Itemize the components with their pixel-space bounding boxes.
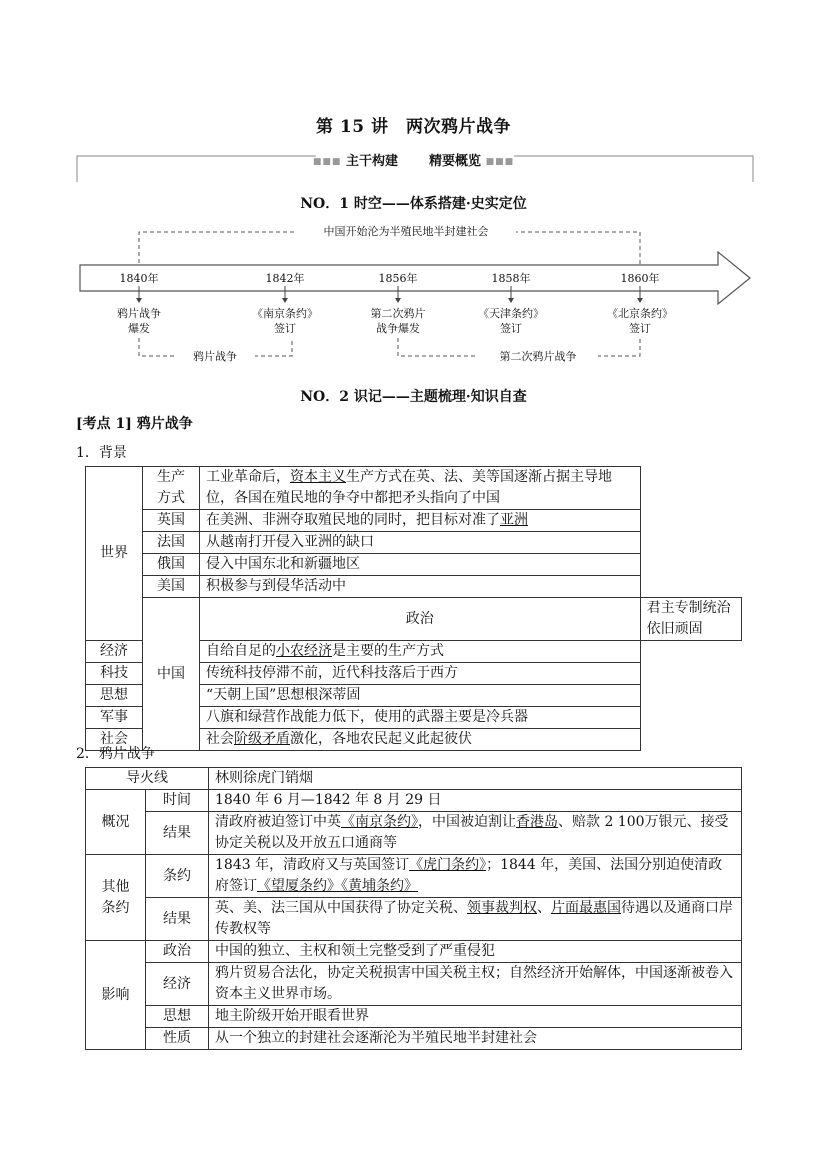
text: 清政府被迫签订中英 [215,814,341,830]
row-content: 从一个独立的封建社会逐渐沦为半殖民地半封建社会 [209,1028,742,1050]
row-content: 传统科技停滞不前，近代科技落后于西方 [200,663,641,685]
timeline-diagram [0,218,827,368]
table-row [86,855,742,898]
text: 生产方式在英、法、美等国逐渐占据主导地位，各国在殖民地的争夺中都把矛头指向了中国 [206,469,612,506]
row-content: 八旗和绿营作战能力低下，使用的武器主要是冷兵器 [200,707,641,729]
timeline-year-1840: 1840年 [119,272,159,285]
row-content: “天朝上国”思想根深蒂固 [200,685,641,707]
section2-title: NO．2 识记——主题梳理·知识自查 [300,389,527,405]
row-content [209,898,742,941]
row-label: 思想 [146,1006,209,1028]
row-group-overview: 概况 [86,790,146,855]
key-term: 香港岛 [516,814,558,830]
row-content: 1840 年 6 月—1842 年 8 月 29 日 [209,790,742,812]
row-group-world: 世界 [86,467,143,641]
row-label: 科技 [86,663,143,685]
event-line: 爆发 [128,322,150,335]
event-line: 《北京条约》 [607,307,673,320]
row-content: 中国的独立、主权和领土完整受到了严重侵犯 [209,941,742,963]
banner-dots-right: ■■■ [485,156,515,167]
row-label: 经济 [86,641,143,663]
page-title: 第 15 讲 两次鸦片战争 [316,117,511,137]
text: 、 [537,900,551,916]
key-term: 《虎门条约》 [409,857,487,873]
key-term: 片面最惠国 [551,900,621,916]
key-term: 《望厦条约》 [257,878,341,894]
key-term: 亚洲 [500,512,528,528]
text: 社会 [206,731,234,747]
row-content: 林则徐虎门销烟 [209,768,742,790]
text: ；1844 年，美国、法国分别迫使清政府签订 [215,857,723,894]
table-row [86,467,742,510]
event-line: 签订 [629,322,651,335]
text: 工业革命后， [206,469,290,485]
timeline-event-1842 [235,306,335,336]
row-content [200,467,641,510]
event-line: 《天津条约》 [478,307,544,320]
timeline-event-1858 [461,306,561,336]
event-line: 《南京条约》 [252,307,318,320]
row-label: 性质 [146,1028,209,1050]
row-label: 经济 [146,963,209,1006]
timeline-year-1842: 1842年 [265,272,305,285]
row-label: 结果 [146,898,209,941]
table-row [86,898,742,941]
row-label: 时间 [146,790,209,812]
banner-dots-left: ■■■ [312,156,342,167]
row-group-impact: 影响 [86,941,146,1050]
row-label: 法国 [143,532,200,554]
table-row [86,941,742,963]
row-label: 结果 [146,812,209,855]
text: 在美洲、非洲夺取殖民地的同时，把目标对准了 [206,512,500,528]
table-row [86,554,742,576]
row-content: 从越南打开侵入亚洲的缺口 [200,532,641,554]
row-label: 生产方式 [143,467,200,510]
table-row [86,768,742,790]
timeline-year-1858: 1858年 [491,272,531,285]
row-label: 导火线 [86,768,209,790]
table-row [86,963,742,1006]
banner-left-text: 主干构建 [345,154,398,169]
event-line: 签订 [500,322,522,335]
row-group-other-treaties: 其他条约 [86,855,146,941]
row-content [200,641,641,663]
table-row [86,576,742,598]
table-row [86,790,742,812]
table-row [86,532,742,554]
key-term: 领事裁判权 [467,900,537,916]
event-line: 鸦片战争 [117,307,161,320]
timeline-year-1856: 1856年 [378,272,418,285]
event-line: 战争爆发 [376,322,420,335]
text: 英、美、法三国从中国获得了协定关税、 [215,900,467,916]
text: 、赔款 2 100万银元、接受协定关税以及开放五口通商等 [215,814,729,851]
text: 待遇以及通商口岸传教权等 [215,900,733,937]
section-banner [0,150,827,169]
row-content [200,510,641,532]
table-row [86,510,742,532]
timeline-bracket-left-label: 鸦片战争 [175,349,255,364]
event-line: 第二次鸦片 [370,307,426,320]
key-term: 《黄埔条约》 [341,878,418,894]
text: 自给自足的 [206,643,276,659]
row-content: 君主专制统治依旧顽固 [640,598,741,641]
row-content [209,812,742,855]
key-term: 资本主义 [290,469,346,485]
subheading-background: 1．背景 [76,445,127,461]
row-label: 政治 [200,598,641,641]
timeline-event-1856 [353,306,443,336]
table-row [86,1028,742,1050]
row-label: 社会 [86,729,143,751]
row-content: 积极参与到侵华活动中 [200,576,641,598]
section1-title: NO．1 时空——体系搭建·史实定位 [300,196,527,212]
row-content [200,729,641,751]
row-content: 侵入中国东北和新疆地区 [200,554,641,576]
background-table [85,466,742,751]
table-row [86,1006,742,1028]
subheading-opium-war: 2．鸦片战争 [76,746,155,762]
row-label: 思想 [86,685,143,707]
text: 1843 年，清政府又与英国签订 [215,857,410,873]
row-label: 军事 [86,707,143,729]
row-content [209,855,742,898]
kaodian-heading: [考点 1] 鸦片战争 [76,416,193,432]
event-line: 签订 [274,322,296,335]
timeline-bracket-right-label: 第二次鸦片战争 [478,349,598,364]
row-content: 地主阶级开始开眼看世界 [209,1006,742,1028]
timeline-event-1840 [94,306,184,336]
row-content: 鸦片贸易合法化，协定关税损害中国关税主权；自然经济开始解体，中国逐渐被卷入资本主义世界市场。 [209,963,742,1006]
key-term: 《南京条约》 [341,814,418,830]
opium-war-table [85,767,742,1050]
row-label: 英国 [143,510,200,532]
timeline-event-1860 [590,306,690,336]
table-row [86,812,742,855]
text: ，中国被迫割让 [418,814,516,830]
text: 激化，各地农民起义此起彼伏 [290,731,472,747]
table-row [86,598,742,641]
key-term: 阶级矛盾 [234,731,290,747]
row-label: 俄国 [143,554,200,576]
text: 是主要的生产方式 [332,643,444,659]
row-label: 美国 [143,576,200,598]
timeline-top-label: 中国开始沦为半殖民地半封建社会 [296,224,516,239]
key-term: 小农经济 [276,643,332,659]
row-group-china: 中国 [143,598,200,751]
timeline-year-1860: 1860年 [620,272,660,285]
row-label: 条约 [146,855,209,898]
row-label: 政治 [146,941,209,963]
banner-right-text: 精要概览 [429,154,482,169]
